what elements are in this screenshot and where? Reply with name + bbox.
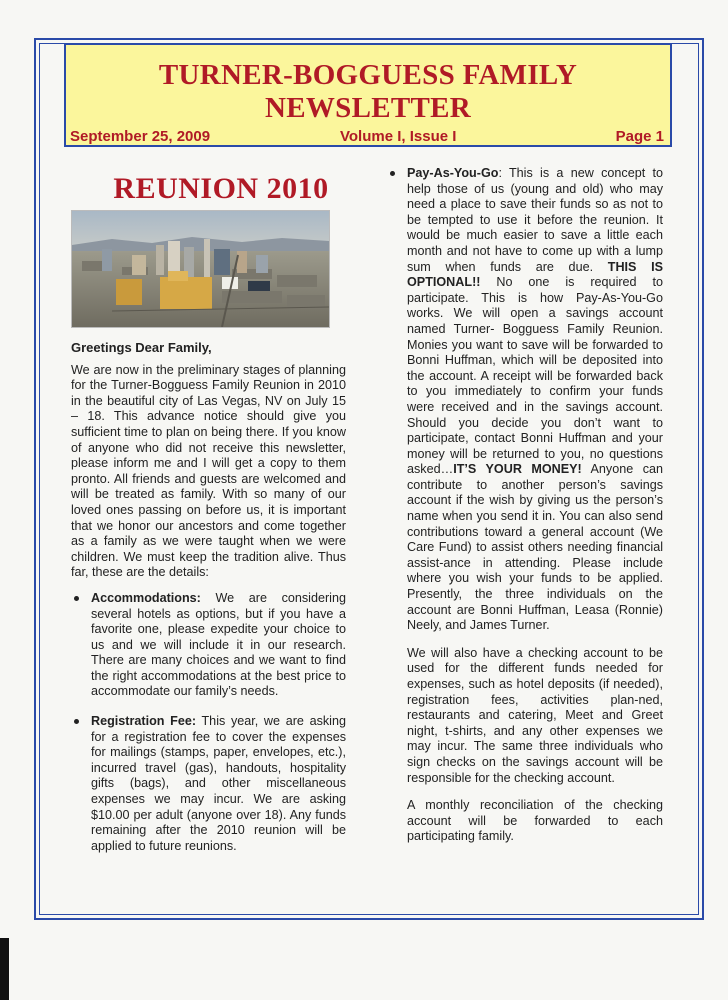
volume-issue: Volume I, Issue I (340, 128, 457, 145)
item-text: Anyone can contribute to another person’s savings account if the wish by giving us the person’s name when you send it in. You can also send contributions toward a general account (We Care Fund) to assist others needing financial assist-ance in attending. Please include where you wish your funds to be applied. Presently, the three individuals on the account are Bonni Huffman, Leasa (Ronnie) Neely, and James Turner. (407, 462, 663, 633)
left-column (71, 340, 346, 868)
masthead (64, 43, 672, 147)
item-text: We are considering several hotels as options, but if you have a favorite one, please expedite your choice to us and we will include it in our research. There are many choices and we want to find the right accommodations at the best price to accommodate our family’s needs. (91, 590, 346, 699)
checking-paragraph: We will also have a checking account to be used for the different funds needed for expenses, such as hotel deposits (if needed), registration fees, activities plan-ned, restaurants and catering, Meet and Greet night, t-shirts, and any other expenses we may incur. The same three individuals who sign checks on the savings account will be responsible for the checking account. (407, 645, 663, 785)
issue-date: September 25, 2009 (70, 128, 211, 145)
details-list-continued (387, 166, 663, 634)
item-text: : This is a new concept to help those of us (young and old) who may need a place to save their funds so as not to be tempted to use it before the reunion. It would be much easier to save a little each month and not have to come up with a lump sum when funds are due. (407, 166, 663, 274)
bullet-icon (74, 719, 79, 724)
right-column (387, 166, 663, 855)
list-item-registration-fee (71, 714, 346, 854)
reconciliation-paragraph: A monthly reconciliation of the checking account will be forwarded to each participating family. (407, 798, 663, 844)
item-text: This year, we are asking for a registration fee to cover the expenses for mailings (stamps, paper, envelopes, etc.), incurred travel (gas), handouts, hospitality gifts (bags), and other miscellaneous expenses we may incur. We are asking $10.00 per adult (anyone over 18). Any funds remaining after the 2010 reunion will be applied to future reunions. (91, 714, 346, 853)
intro-paragraph: We are now in the preliminary stages of planning for the Turner-Bogguess Family Reunion in 2010 in the beautiful city of Las Vegas, NV on July 15 – 18. This advance notice should give you sufficient time to plan on being there. If you know of anyone who did not receive this newsletter, please inform me and I will get a copy to them pronto. All friends and guests are welcomed and will be treated as family. With so many of our loved ones passing on before us, it is important that we honor our ancestors and come together as a family as we were taught when we were children. We must keep the tradition alive. Thus far, these are the details: (71, 362, 346, 580)
bullet-icon (74, 596, 79, 601)
title-line-2: NEWSLETTER (264, 92, 472, 124)
item-label: Accommodations: (91, 590, 201, 605)
item-text: No one is required to participate. This is how Pay-As-You-Go works. We will open a savings account named Turner- Bogguess Family Reunion. Monies you want to save will be forwarded to Bonni Huffman, which will be deposited into the account. A receipt will be forwarded back to you immediately to confirm your funds were received and in the savings account. Should you decide you don’t want to participate, contact Bonni Huffman and your money will be returned to you, no questions asked… (407, 275, 663, 477)
bullet-icon (390, 171, 395, 176)
newsletter-title (66, 59, 670, 125)
greeting: Greetings Dear Family, (71, 340, 212, 355)
list-item-pay-as-you-go (387, 166, 663, 634)
item-label: Registration Fee: (91, 714, 197, 729)
list-item-accommodations (71, 591, 346, 700)
your-money-notice: IT’S YOUR MONEY! (453, 462, 582, 477)
title-line-1: TURNER-BOGGUESS FAMILY (158, 59, 578, 91)
article-heading: REUNION 2010 (113, 172, 329, 205)
optional-notice: THIS IS OPTIONAL!! (407, 259, 663, 290)
las-vegas-skyline-photo (71, 210, 330, 328)
scan-edge-mark (0, 938, 9, 1000)
issue-bar (66, 128, 670, 146)
details-list (71, 591, 346, 855)
page-number: Page 1 (615, 128, 664, 145)
item-label: Pay-As-You-Go (407, 166, 499, 180)
